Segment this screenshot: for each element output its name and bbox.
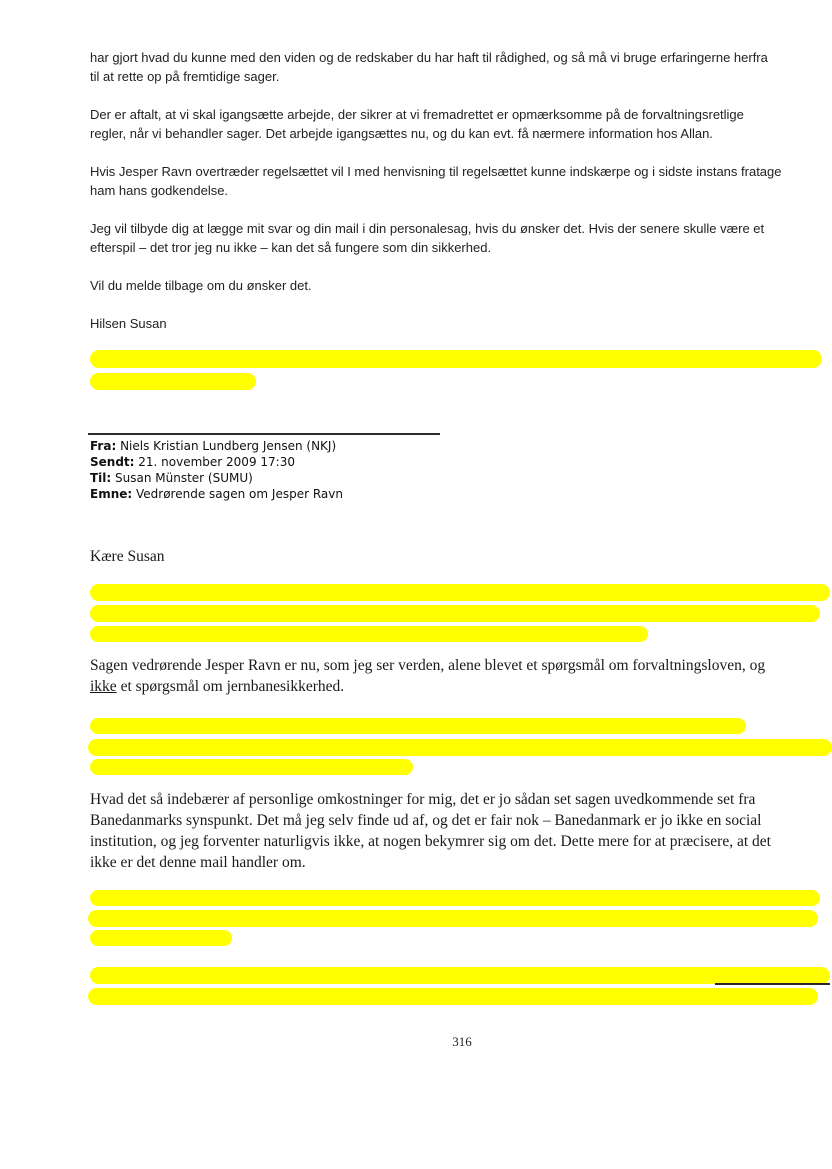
redaction-bar (90, 890, 820, 906)
redaction-bar (90, 759, 413, 775)
letter-par1-line1: Sagen vedrørende Jesper Ravn er nu, som jeg ser verden, alene blevet et spørgsmål om forvaltningsloven, og (90, 657, 766, 674)
reply-paragraph-2: Der er aftalt, at vi skal igangsætte arbejde, der sikrer at vi fremadrettet er opmærksomme på de forvaltningsretlige regler, når vi behandler sager. Det arbejde igangsættes nu, og du kan evt. få nærmere information hos Allan. (90, 107, 744, 141)
reply-paragraph-5: Vil du melde tilbage om du ønsker det. (90, 278, 312, 293)
reply-paragraph-1: har gjort hvad du kunne med den viden og de redskaber du har haft til rådighed, og så må vi bruge erfaringerne herfra til at rette op på fremtidige sager. (90, 50, 768, 84)
letter-paragraph-1 (90, 655, 765, 697)
redaction-bar (90, 967, 830, 984)
redaction-bar (88, 988, 818, 1005)
letter-paragraph-2: Hvad det så indebærer af personlige omkostninger for mig, det er jo sådan set sagen uvedkommende set fra Banedanmarks synspunkt. Det må jeg selv finde ud af, og det er fair nok – Banedanmark er jo ikke en social institution, og jeg forventer naturligvis ikke, at nogen bekymrer sig om det. Dette mere for at præcisere, at det ikke er det denne mail handler om. (90, 791, 771, 871)
redaction-bar (90, 626, 648, 642)
redaction-bar (90, 718, 746, 734)
email-header (90, 438, 343, 502)
letter-par1-line2 (90, 676, 765, 697)
redaction-bar (88, 739, 832, 756)
underlined-word: ikke (90, 678, 117, 695)
redacted-underline-fragment (715, 983, 830, 985)
redaction-bar (90, 605, 820, 622)
header-value: Susan Münster (SUMU) (111, 471, 253, 485)
redaction-bar (88, 910, 818, 927)
header-label: Til: (90, 471, 112, 485)
redaction-bar (90, 584, 830, 601)
header-row-sent (90, 454, 343, 470)
header-separator-line (88, 433, 440, 435)
reply-signoff: Hilsen Susan (90, 316, 167, 331)
reply-paragraph-4: Jeg vil tilbyde dig at lægge mit svar og din mail i din personalesag, hvis du ønsker det. Hvis der senere skulle være et efterspil – det tror jeg nu ikke – kan det så fungere som din sikkerhed. (90, 221, 765, 255)
redaction-bar (90, 373, 256, 390)
redaction-bar (90, 930, 232, 946)
page-number: 316 (452, 1034, 472, 1049)
header-value: 21. november 2009 17:30 (134, 455, 295, 469)
reply-paragraph-3: Hvis Jesper Ravn overtræder regelsættet vil I med henvisning til regelsættet kunne indskærpe og i sidste instans fratage ham hans godkendelse. (90, 164, 782, 198)
letter-greeting: Kære Susan (90, 548, 165, 565)
redaction-bar (90, 350, 822, 368)
header-value: Vedrørende sagen om Jesper Ravn (132, 487, 343, 501)
header-value: Niels Kristian Lundberg Jensen (NKJ) (116, 439, 337, 453)
header-row-from (90, 438, 343, 454)
header-row-subject (90, 486, 343, 502)
header-label: Fra: (90, 439, 117, 453)
header-label: Sendt: (90, 455, 135, 469)
header-label: Emne: (90, 487, 133, 501)
header-row-to (90, 470, 343, 486)
letter-par1-line2-rest: et spørgsmål om jernbanesikkerhed. (116, 678, 345, 695)
